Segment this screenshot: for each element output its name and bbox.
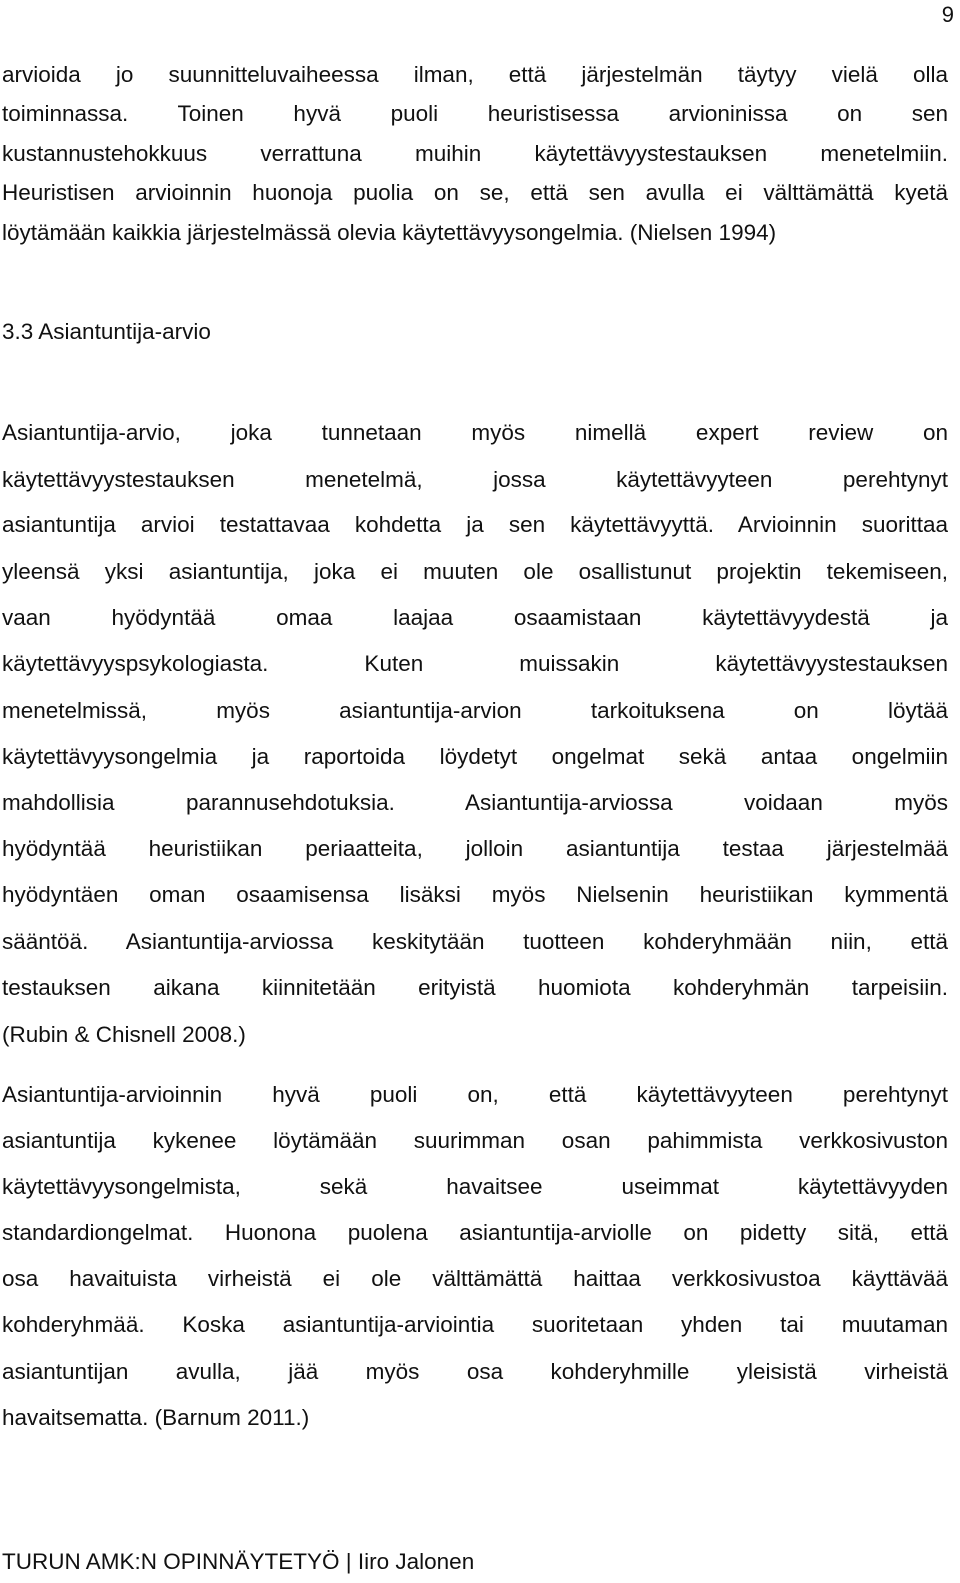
text-line: käytettävyysongelmia ja raportoida löydetyt ongelmat sekä antaa ongelmiin (2, 744, 948, 769)
text-line: mahdollisia parannusehdotuksia. Asiantuntija-arviossa voidaan myös (2, 790, 948, 815)
text-line: Asiantuntija-arvioinnin hyvä puoli on, että käytettävyyteen perehtynyt (2, 1082, 948, 1107)
text-line: asiantuntijan avulla, jää myös osa kohderyhmille yleisistä virheistä (2, 1359, 948, 1384)
text-line: menetelmissä, myös asiantuntija-arvion tarkoituksena on löytää (2, 698, 948, 723)
page-number: 9 (941, 2, 954, 27)
section-heading: 3.3 Asiantuntija-arvio (2, 319, 211, 344)
text-line: kustannustehokkuus verrattuna muihin käytettävyystestauksen menetelmiin. (2, 141, 948, 166)
text-line: yleensä yksi asiantuntija, joka ei muuten ole osallistunut projektin tekemiseen, (2, 559, 948, 584)
text-line: hyödyntää heuristiikan periaatteita, jolloin asiantuntija testaa järjestelmää (2, 836, 948, 861)
text-line: osa havaituista virheistä ei ole välttämättä haittaa verkkosivustoa käyttävää (2, 1266, 948, 1291)
text-line: löytämään kaikkia järjestelmässä olevia käytettävyysongelmia. (Nielsen 1994) (2, 220, 777, 245)
text-line: käytettävyyspsykologiasta. Kuten muissakin käytettävyystestauksen (2, 651, 948, 676)
text-line: havaitsematta. (Barnum 2011.) (2, 1405, 310, 1430)
page-footer: TURUN AMK:N OPINNÄYTETYÖ | Iiro Jalonen (2, 1549, 475, 1574)
text-line: kohderyhmää. Koska asiantuntija-arviointia suoritetaan yhden tai muutaman (2, 1312, 948, 1337)
text-line: arvioida jo suunnitteluvaiheessa ilman, että järjestelmän täytyy vielä olla (2, 62, 948, 87)
text-line: hyödyntäen oman osaamisensa lisäksi myös Nielsenin heuristiikan kymmentä (2, 882, 948, 907)
text-line: Asiantuntija-arvio, joka tunnetaan myös nimellä expert review on (2, 420, 948, 445)
text-line: (Rubin & Chisnell 2008.) (2, 1022, 246, 1047)
text-line: standardiongelmat. Huonona puolena asiantuntija-arviolle on pidetty sitä, että (2, 1220, 948, 1245)
text-line: käytettävyystestauksen menetelmä, jossa käytettävyyteen perehtynyt (2, 467, 948, 492)
text-line: Heuristisen arvioinnin huonoja puolia on se, että sen avulla ei välttämättä kyetä (2, 180, 948, 205)
text-line: sääntöä. Asiantuntija-arviossa keskitytään tuotteen kohderyhmään niin, että (2, 929, 948, 954)
text-line: toiminnassa. Toinen hyvä puoli heuristisessa arvioninissa on sen (2, 101, 948, 126)
text-line: vaan hyödyntää omaa laajaa osaamistaan käytettävyydestä ja (2, 605, 948, 630)
text-line: asiantuntija kykenee löytämään suurimman osan pahimmista verkkosivuston (2, 1128, 948, 1153)
text-line: testauksen aikana kiinnitetään erityistä huomiota kohderyhmän tarpeisiin. (2, 975, 948, 1000)
text-line: käytettävyysongelmista, sekä havaitsee useimmat käytettävyyden (2, 1174, 948, 1199)
text-line: asiantuntija arvioi testattavaa kohdetta ja sen käytettävyyttä. Arvioinnin suorittaa (2, 512, 948, 537)
